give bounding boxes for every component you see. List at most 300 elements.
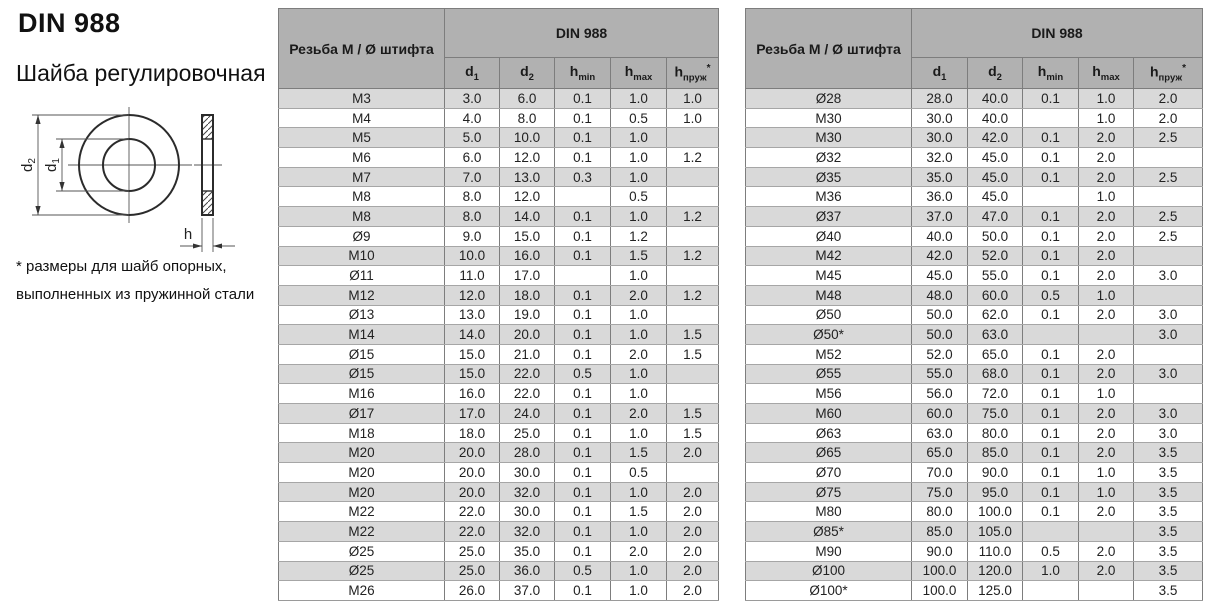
value-cell: 68.0 <box>968 364 1023 384</box>
row-label-cell: Ø63 <box>746 423 912 443</box>
value-cell: 0.1 <box>555 581 611 601</box>
value-cell: 1.5 <box>667 423 719 443</box>
row-label-cell: Ø15 <box>279 344 445 364</box>
value-cell <box>667 384 719 404</box>
row-label-cell: Ø17 <box>279 404 445 424</box>
value-cell: 1.5 <box>611 502 667 522</box>
value-cell: 20.0 <box>445 443 500 463</box>
value-cell <box>555 266 611 286</box>
table-row <box>279 423 719 443</box>
value-cell <box>555 187 611 207</box>
value-cell: 0.1 <box>555 325 611 345</box>
value-cell: 80.0 <box>968 423 1023 443</box>
table-row <box>279 266 719 286</box>
value-cell: 42.0 <box>912 246 968 266</box>
value-cell <box>1079 581 1134 601</box>
table-row <box>746 581 1203 601</box>
value-cell: 9.0 <box>445 226 500 246</box>
value-cell: 0.1 <box>1023 364 1079 384</box>
table-row <box>746 502 1203 522</box>
d2-label: $d_2$ <box>19 158 38 172</box>
value-cell: 30.0 <box>912 128 968 148</box>
value-cell: 55.0 <box>968 266 1023 286</box>
value-cell: 3.5 <box>1134 561 1203 581</box>
value-cell: 3.5 <box>1134 502 1203 522</box>
column-header-base: d <box>465 63 474 80</box>
column-header-d1 <box>912 58 968 89</box>
value-cell: 2.0 <box>1079 266 1134 286</box>
table-row <box>746 325 1203 345</box>
value-cell: 120.0 <box>968 561 1023 581</box>
value-cell: 15.0 <box>500 226 555 246</box>
value-cell: 2.0 <box>667 482 719 502</box>
value-cell: 20.0 <box>500 325 555 345</box>
value-cell: 2.5 <box>1134 226 1203 246</box>
row-label-cell: M52 <box>746 344 912 364</box>
value-cell: 2.0 <box>1079 246 1134 266</box>
value-cell <box>667 226 719 246</box>
value-cell: 63.0 <box>912 423 968 443</box>
value-cell: 12.0 <box>500 148 555 168</box>
row-label-cell: Ø100 <box>746 561 912 581</box>
column-header-base: h <box>1149 63 1159 80</box>
column-header-h-min <box>555 58 611 89</box>
value-cell: 1.0 <box>611 423 667 443</box>
value-cell: 56.0 <box>912 384 968 404</box>
value-cell: 2.0 <box>1079 443 1134 463</box>
value-cell: 3.5 <box>1134 463 1203 483</box>
footnote-line-2: выполненных из пружинной стали <box>16 286 255 303</box>
value-cell: 75.0 <box>912 482 968 502</box>
value-cell: 3.5 <box>1134 482 1203 502</box>
table-row <box>746 522 1203 542</box>
value-cell: 10.0 <box>445 246 500 266</box>
column-header-h-spring <box>667 58 719 89</box>
table-row <box>279 384 719 404</box>
column-header-subscript: пруж <box>683 72 707 84</box>
row-label-cell: M3 <box>279 89 445 109</box>
value-cell: 3.0 <box>1134 305 1203 325</box>
table-row <box>279 226 719 246</box>
row-label-cell: M60 <box>746 404 912 424</box>
column-header-base: h <box>674 63 684 80</box>
value-cell: 0.1 <box>1023 443 1079 463</box>
table-row <box>279 128 719 148</box>
value-cell: 0.1 <box>555 305 611 325</box>
value-cell: 0.1 <box>555 404 611 424</box>
row-label-cell: Ø50* <box>746 325 912 345</box>
column-header-thread: Резьба М / Ø штифта <box>279 9 445 89</box>
table-row <box>279 148 719 168</box>
value-cell: 72.0 <box>968 384 1023 404</box>
value-cell <box>1134 285 1203 305</box>
table-row <box>746 148 1203 168</box>
row-label-cell: M8 <box>279 207 445 227</box>
value-cell: 0.1 <box>1023 226 1079 246</box>
row-label-cell: M30 <box>746 128 912 148</box>
value-cell: 52.0 <box>968 246 1023 266</box>
value-cell: 2.0 <box>611 285 667 305</box>
value-cell: 105.0 <box>968 522 1023 542</box>
column-header-h-spring <box>1134 58 1203 89</box>
value-cell: 25.0 <box>500 423 555 443</box>
value-cell: 50.0 <box>912 305 968 325</box>
table-row <box>279 305 719 325</box>
value-cell: 2.0 <box>1134 89 1203 109</box>
value-cell <box>1023 187 1079 207</box>
value-cell: 20.0 <box>445 482 500 502</box>
table-row <box>279 108 719 128</box>
value-cell <box>1079 522 1134 542</box>
value-cell <box>1134 187 1203 207</box>
value-cell: 1.2 <box>611 226 667 246</box>
value-cell: 0.1 <box>555 384 611 404</box>
value-cell: 2.0 <box>1079 404 1134 424</box>
row-label-cell: Ø70 <box>746 463 912 483</box>
footnote-line-1: * размеры для шайб опорных, <box>16 258 227 275</box>
value-cell: 60.0 <box>968 285 1023 305</box>
column-header-h-min <box>1023 58 1079 89</box>
value-cell: 18.0 <box>500 285 555 305</box>
row-label-cell: M48 <box>746 285 912 305</box>
value-cell: 2.0 <box>611 344 667 364</box>
table-row <box>746 541 1203 561</box>
table-row <box>279 522 719 542</box>
value-cell: 0.1 <box>1023 246 1079 266</box>
value-cell: 8.0 <box>445 187 500 207</box>
value-cell <box>1134 148 1203 168</box>
value-cell <box>667 187 719 207</box>
value-cell: 2.0 <box>667 581 719 601</box>
value-cell: 17.0 <box>500 266 555 286</box>
row-label-cell: M45 <box>746 266 912 286</box>
value-cell: 0.1 <box>555 89 611 109</box>
value-cell <box>1023 581 1079 601</box>
table-row <box>279 463 719 483</box>
h-label: h <box>183 226 193 243</box>
table-row <box>746 207 1203 227</box>
value-cell: 80.0 <box>912 502 968 522</box>
value-cell: 45.0 <box>968 187 1023 207</box>
h-arrow-left <box>193 244 202 249</box>
value-cell: 2.5 <box>1134 167 1203 187</box>
value-cell: 100.0 <box>912 581 968 601</box>
value-cell: 17.0 <box>445 404 500 424</box>
value-cell: 0.1 <box>1023 167 1079 187</box>
value-cell: 48.0 <box>912 285 968 305</box>
table-row <box>279 207 719 227</box>
column-header-subscript: max <box>633 71 653 83</box>
table-row <box>279 344 719 364</box>
value-cell: 2.5 <box>1134 128 1203 148</box>
table-row <box>279 541 719 561</box>
row-label-cell: M20 <box>279 482 445 502</box>
value-cell: 36.0 <box>500 561 555 581</box>
value-cell: 1.5 <box>611 246 667 266</box>
row-label-cell: Ø50 <box>746 305 912 325</box>
table-row <box>279 443 719 463</box>
spec-table-large-sizes <box>745 8 1203 601</box>
value-cell: 3.0 <box>1134 364 1203 384</box>
value-cell: 5.0 <box>445 128 500 148</box>
value-cell: 6.0 <box>445 148 500 168</box>
value-cell <box>667 463 719 483</box>
value-cell: 1.0 <box>611 266 667 286</box>
column-header-asterisk: * <box>1182 62 1187 74</box>
value-cell: 2.0 <box>1079 561 1134 581</box>
value-cell: 1.0 <box>611 148 667 168</box>
row-label-cell: Ø37 <box>746 207 912 227</box>
row-label-cell: M4 <box>279 108 445 128</box>
table-row <box>746 285 1203 305</box>
row-label-cell: M5 <box>279 128 445 148</box>
value-cell: 0.1 <box>555 423 611 443</box>
value-cell <box>1134 384 1203 404</box>
value-cell: 1.5 <box>667 404 719 424</box>
value-cell: 18.0 <box>445 423 500 443</box>
table-row <box>746 561 1203 581</box>
row-label-cell: M10 <box>279 246 445 266</box>
value-cell: 1.0 <box>611 561 667 581</box>
value-cell: 0.1 <box>555 443 611 463</box>
row-label-cell: M20 <box>279 463 445 483</box>
value-cell: 60.0 <box>912 404 968 424</box>
table-row <box>746 246 1203 266</box>
row-label-cell: M90 <box>746 541 912 561</box>
value-cell: 8.0 <box>500 108 555 128</box>
row-label-cell: M36 <box>746 187 912 207</box>
value-cell: 2.5 <box>1134 207 1203 227</box>
value-cell: 2.0 <box>1079 423 1134 443</box>
value-cell: 1.2 <box>667 285 719 305</box>
value-cell: 2.0 <box>611 541 667 561</box>
row-label-cell: M8 <box>279 187 445 207</box>
value-cell: 0.1 <box>555 108 611 128</box>
value-cell: 0.5 <box>555 561 611 581</box>
value-cell: 1.0 <box>611 581 667 601</box>
value-cell: 1.0 <box>611 207 667 227</box>
value-cell: 0.5 <box>1023 285 1079 305</box>
value-cell: 1.0 <box>611 522 667 542</box>
value-cell: 28.0 <box>912 89 968 109</box>
value-cell: 30.0 <box>912 108 968 128</box>
table-row <box>279 89 719 109</box>
value-cell: 4.0 <box>445 108 500 128</box>
value-cell: 35.0 <box>912 167 968 187</box>
value-cell <box>667 128 719 148</box>
value-cell: 0.5 <box>555 364 611 384</box>
value-cell: 22.0 <box>500 384 555 404</box>
value-cell: 2.0 <box>1134 108 1203 128</box>
value-cell: 2.0 <box>1079 207 1134 227</box>
value-cell <box>667 167 719 187</box>
value-cell: 3.0 <box>1134 325 1203 345</box>
column-header-subscript: 2 <box>996 71 1002 83</box>
value-cell: 0.5 <box>611 108 667 128</box>
value-cell: 0.1 <box>555 522 611 542</box>
value-cell: 26.0 <box>445 581 500 601</box>
d2-arrow-bottom <box>35 206 40 215</box>
column-header-subscript: 1 <box>941 71 947 83</box>
row-label-cell: Ø13 <box>279 305 445 325</box>
value-cell: 1.0 <box>611 325 667 345</box>
value-cell: 0.1 <box>1023 305 1079 325</box>
value-cell: 2.0 <box>1079 167 1134 187</box>
row-label-cell: M26 <box>279 581 445 601</box>
d1-arrow-top <box>59 139 64 148</box>
value-cell: 40.0 <box>968 108 1023 128</box>
value-cell: 12.0 <box>500 187 555 207</box>
value-cell: 42.0 <box>968 128 1023 148</box>
value-cell: 22.0 <box>445 522 500 542</box>
value-cell: 37.0 <box>500 581 555 601</box>
row-label-cell: Ø25 <box>279 561 445 581</box>
table-row <box>746 482 1203 502</box>
value-cell: 1.5 <box>667 325 719 345</box>
value-cell: 100.0 <box>912 561 968 581</box>
value-cell: 0.1 <box>1023 148 1079 168</box>
value-cell: 0.1 <box>1023 128 1079 148</box>
table-row <box>746 187 1203 207</box>
value-cell: 125.0 <box>968 581 1023 601</box>
h-arrow-right <box>213 244 222 249</box>
table-row <box>279 167 719 187</box>
row-label-cell: Ø28 <box>746 89 912 109</box>
value-cell: 2.0 <box>667 443 719 463</box>
value-cell: 10.0 <box>500 128 555 148</box>
value-cell: 1.0 <box>611 482 667 502</box>
value-cell: 1.0 <box>1023 561 1079 581</box>
page-title: DIN 988 <box>18 8 121 38</box>
value-cell: 65.0 <box>968 344 1023 364</box>
value-cell: 62.0 <box>968 305 1023 325</box>
value-cell: 16.0 <box>500 246 555 266</box>
footnote <box>16 253 254 309</box>
row-label-cell: M22 <box>279 502 445 522</box>
table-group-header: DIN 988 <box>912 9 1203 58</box>
column-header-base: h <box>1092 63 1101 80</box>
value-cell: 3.5 <box>1134 522 1203 542</box>
value-cell: 0.5 <box>1023 541 1079 561</box>
row-label-cell: M12 <box>279 285 445 305</box>
value-cell: 0.1 <box>1023 384 1079 404</box>
section-hatch-top <box>202 115 213 139</box>
value-cell: 2.0 <box>1079 148 1134 168</box>
column-header-d2 <box>968 58 1023 89</box>
table-row <box>279 482 719 502</box>
value-cell: 45.0 <box>968 148 1023 168</box>
row-label-cell: Ø11 <box>279 266 445 286</box>
value-cell: 13.0 <box>445 305 500 325</box>
value-cell <box>1023 522 1079 542</box>
value-cell: 1.0 <box>1079 89 1134 109</box>
value-cell: 40.0 <box>912 226 968 246</box>
value-cell: 1.5 <box>611 443 667 463</box>
value-cell: 55.0 <box>912 364 968 384</box>
table-row <box>746 344 1203 364</box>
value-cell <box>1079 325 1134 345</box>
row-label-cell: M30 <box>746 108 912 128</box>
column-header-d2 <box>500 58 555 89</box>
value-cell: 0.1 <box>555 246 611 266</box>
value-cell: 0.1 <box>1023 266 1079 286</box>
value-cell: 47.0 <box>968 207 1023 227</box>
column-header-subscript: min <box>578 71 596 83</box>
value-cell: 40.0 <box>968 89 1023 109</box>
column-header-d1 <box>445 58 500 89</box>
column-header-asterisk: * <box>706 62 711 74</box>
value-cell: 3.5 <box>1134 443 1203 463</box>
d2-arrow-top <box>35 115 40 124</box>
value-cell: 30.0 <box>500 502 555 522</box>
value-cell: 1.0 <box>1079 463 1134 483</box>
column-header-subscript: пруж <box>1158 72 1183 84</box>
column-header-subscript: 2 <box>528 71 534 83</box>
value-cell: 1.0 <box>667 89 719 109</box>
column-header-h-max <box>611 58 667 89</box>
value-cell: 0.1 <box>555 207 611 227</box>
value-cell: 1.0 <box>1079 187 1134 207</box>
value-cell: 85.0 <box>968 443 1023 463</box>
value-cell: 32.0 <box>500 522 555 542</box>
value-cell: 52.0 <box>912 344 968 364</box>
value-cell: 75.0 <box>968 404 1023 424</box>
value-cell: 0.1 <box>555 148 611 168</box>
row-label-cell: M20 <box>279 443 445 463</box>
row-label-cell: Ø35 <box>746 167 912 187</box>
value-cell: 0.1 <box>555 226 611 246</box>
value-cell <box>667 364 719 384</box>
value-cell: 90.0 <box>968 463 1023 483</box>
column-header-h-max <box>1079 58 1134 89</box>
value-cell <box>1134 246 1203 266</box>
value-cell: 32.0 <box>500 482 555 502</box>
table-row <box>746 443 1203 463</box>
value-cell: 1.0 <box>667 108 719 128</box>
value-cell: 0.1 <box>555 344 611 364</box>
row-label-cell: Ø9 <box>279 226 445 246</box>
value-cell: 2.0 <box>667 561 719 581</box>
value-cell: 2.0 <box>1079 344 1134 364</box>
table-row <box>746 305 1203 325</box>
value-cell: 3.0 <box>445 89 500 109</box>
value-cell: 3.0 <box>1134 423 1203 443</box>
value-cell: 2.0 <box>1079 226 1134 246</box>
column-header-subscript: max <box>1100 71 1120 83</box>
row-label-cell: M22 <box>279 522 445 542</box>
table-row <box>746 266 1203 286</box>
value-cell: 32.0 <box>912 148 968 168</box>
value-cell: 2.0 <box>1079 305 1134 325</box>
value-cell: 16.0 <box>445 384 500 404</box>
table-row <box>279 502 719 522</box>
table-row <box>746 463 1203 483</box>
value-cell: 21.0 <box>500 344 555 364</box>
value-cell: 12.0 <box>445 285 500 305</box>
value-cell: 0.1 <box>555 502 611 522</box>
table-row <box>746 89 1203 109</box>
value-cell: 2.0 <box>1079 502 1134 522</box>
washer-technical-drawing <box>10 100 268 260</box>
value-cell: 85.0 <box>912 522 968 542</box>
row-label-cell: Ø15 <box>279 364 445 384</box>
table-row <box>279 325 719 345</box>
value-cell: 3.0 <box>1134 266 1203 286</box>
value-cell: 6.0 <box>500 89 555 109</box>
column-header-subscript: 1 <box>473 71 479 83</box>
value-cell <box>1023 108 1079 128</box>
value-cell: 0.1 <box>1023 404 1079 424</box>
